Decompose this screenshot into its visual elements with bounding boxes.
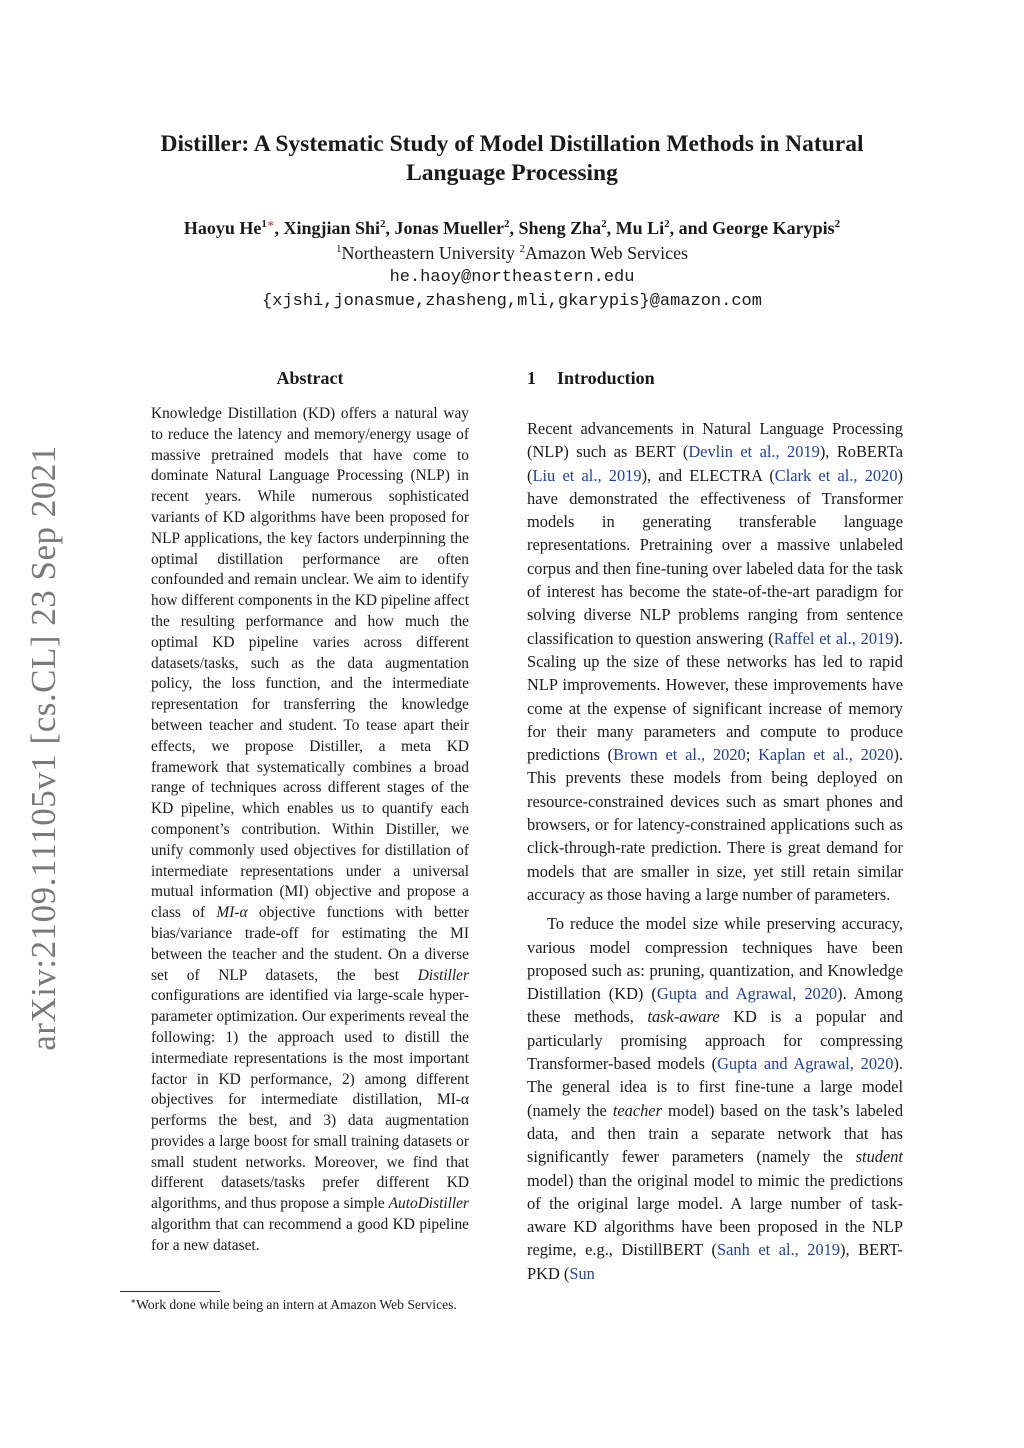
citation-link[interactable]: Gupta and Agrawal, 2020: [717, 1054, 894, 1074]
author-affil-sup: 2: [504, 218, 510, 230]
citation-link[interactable]: Brown et al., 2020: [613, 745, 746, 765]
abstract-heading: Abstract: [276, 368, 344, 388]
author-email-1: he.haoy@northeastern.edu: [389, 268, 635, 287]
paper-title-line-2: Language Processing: [406, 160, 618, 186]
author-name: Mu Li: [615, 218, 665, 238]
author-affil-sup: 1∗: [261, 218, 275, 230]
citation-link[interactable]: Kaplan et al., 2020: [758, 745, 894, 765]
author-name: Xingjian Shi: [283, 218, 381, 238]
abstract-body: Knowledge Distillation (KD) offers a natural way to reduce the latency and memory/energy usage of massive pretrained models that have come to dominate Natural Language Processing (NLP) in recent years. While numerous sophisticated variants of KD algorithms have been proposed for NLP applications, the key factors underpinning the optimal distillation performance are often confounded and remain unclear. We aim to identify how different components in the KD pipeline affect the resulting performance and how much the optimal KD pipeline varies across different datasets/tasks, such as the data augmentation policy, the loss function, and the intermediate representation for transferring the knowledge between teacher and student. To tease apart their effects, we propose Distiller, a meta KD framework that systematically combines a broad range of techniques across different stages of the KD pipeline, which enables us to quantify each component’s contribution. Within Distiller, we unify commonly used objectives for distillation of intermediate representations under a universal mutual information (MI) objective and propose a class of MI-α objective functions with better bias/variance trade-off for estimating the MI between the teacher and the student. On a diverse set of NLP datasets, the best Distiller configurations are identified via large-scale hyper-parameter optimization. Our experiments reveal the following: 1) the approach used to distill the intermediate representations is the most important factor in KD performance, 2) among different objectives for intermediate distillation, MI-α performs the best, and 3) data augmentation provides a large boost for small training datasets or small student networks. Moreover, we find that different datasets/tasks prefer different KD algorithms, and thus propose a simple AutoDistiller algorithm that can recommend a good KD pipeline for a new dataset.: [151, 405, 469, 1254]
footnote-mark: ∗: [130, 1296, 137, 1306]
footnote-text: Work done while being an intern at Amazon Web Services.: [136, 1297, 457, 1312]
introduction-body: [527, 417, 903, 1285]
author-affil-sup: 2: [380, 218, 386, 230]
author-name: George Karypis: [712, 218, 835, 238]
citation-link[interactable]: Liu et al., 2019: [532, 465, 642, 485]
author-email-2: {xjshi,jonasmue,zhasheng,mli,gkarypis}@amazon.com: [262, 292, 762, 311]
author-name: Jonas Mueller: [394, 218, 505, 238]
author-affil-sup: 2: [834, 218, 841, 230]
citation-link[interactable]: Sanh et al., 2019: [717, 1240, 841, 1260]
section-number: 1: [527, 368, 536, 388]
affiliation-northeastern: Northeastern University: [341, 243, 520, 263]
citation-link[interactable]: Devlin et al., 2019: [688, 442, 820, 462]
citation-link[interactable]: Raffel et al., 2019: [773, 628, 894, 648]
affiliation-amazon: Amazon Web Services: [524, 243, 689, 263]
paper-title-line-1: Distiller: A Systematic Study of Model Distillation Methods in Natural: [160, 131, 864, 157]
author-list: Haoyu $He^{1∗}$, Xingjian Shi$^2$, Jonas Mueller$^2$, Sheng Zha$^2$, Mu Li$^2$, and George Karypis$^2$: [183, 218, 841, 238]
affiliations: $^1$Northeastern University $^2$Amazon Web Services: [335, 243, 689, 263]
citation-link[interactable]: Sun: [569, 1263, 595, 1283]
citation-link[interactable]: Gupta and Agrawal, 2020: [656, 984, 838, 1004]
author-affil-sup: 2: [601, 218, 607, 230]
intro-paragraph-1: Recent advancements in Natural Language Processing (NLP) such as BERT (Devlin et al., 2019), RoBERTa (Liu et al., 2019), and ELECTRA (Clark et al., 2020) have demonstrated the effectiveness of Transformer models in generating transferable language representations. Pretraining over a massive unlabeled corpus and then fine-tuning over labeled data for the task of interest has become the state-of-the-art paradigm for solving diverse NLP problems ranging from sentence classification to question answering (Raffel et al., 2019). Scaling up the size of these networks has led to rapid NLP improvements. However, these improvements have come at the expense of significant increase of memory for their many parameters and compute to produce predictions (Brown et al., 2020; Kaplan et al., 2020). This prevents these models from being deployed on resource-constrained devices such as smart phones and browsers, or for latency-constrained applications such as click-through-rate prediction. There is great demand for models that are smaller in size, yet still retain similar accuracy as those having a large number of parameters.: [527, 419, 904, 904]
intro-paragraph-2: To reduce the model size while preserving accuracy, various model compression techniques have been proposed such as: pruning, quantization, and Knowledge Distillation (KD) (Gupta and Agrawal, 2020). Among these methods, task-aware KD is a popular and particularly promising approach for compressing Transformer-based models (Gupta and Agrawal, 2020). The general idea is to first fine-tune a large model (namely the teacher model) based on the task’s labeled data, and then train a separate network that has significantly fewer parameters (namely the student model) than the original model to mimic the predictions of the original large model. A large number of task-aware KD algorithms have been proposed in the NLP regime, e.g., DistillBERT (Sanh et al., 2019), BERT-PKD (Sun: [527, 914, 904, 1283]
paper-title: [120, 130, 904, 188]
author-name: Sheng Zha: [518, 218, 602, 238]
author-name: Haoyu He: [183, 218, 262, 238]
author-star-mark[interactable]: ∗: [266, 218, 275, 230]
section-title: Introduction: [557, 368, 655, 388]
footnote: [120, 1296, 500, 1314]
section-heading-introduction: [527, 367, 655, 389]
arxiv-stamp-text: arXiv:2109.11105v1 [cs.CL] 23 Sep 2021: [24, 445, 64, 1051]
footnote-divider: [120, 1291, 220, 1292]
citation-link[interactable]: Clark et al., 2020: [774, 465, 898, 485]
arxiv-stamp: [18, 445, 70, 1051]
author-affil-sup: 2: [664, 218, 670, 230]
